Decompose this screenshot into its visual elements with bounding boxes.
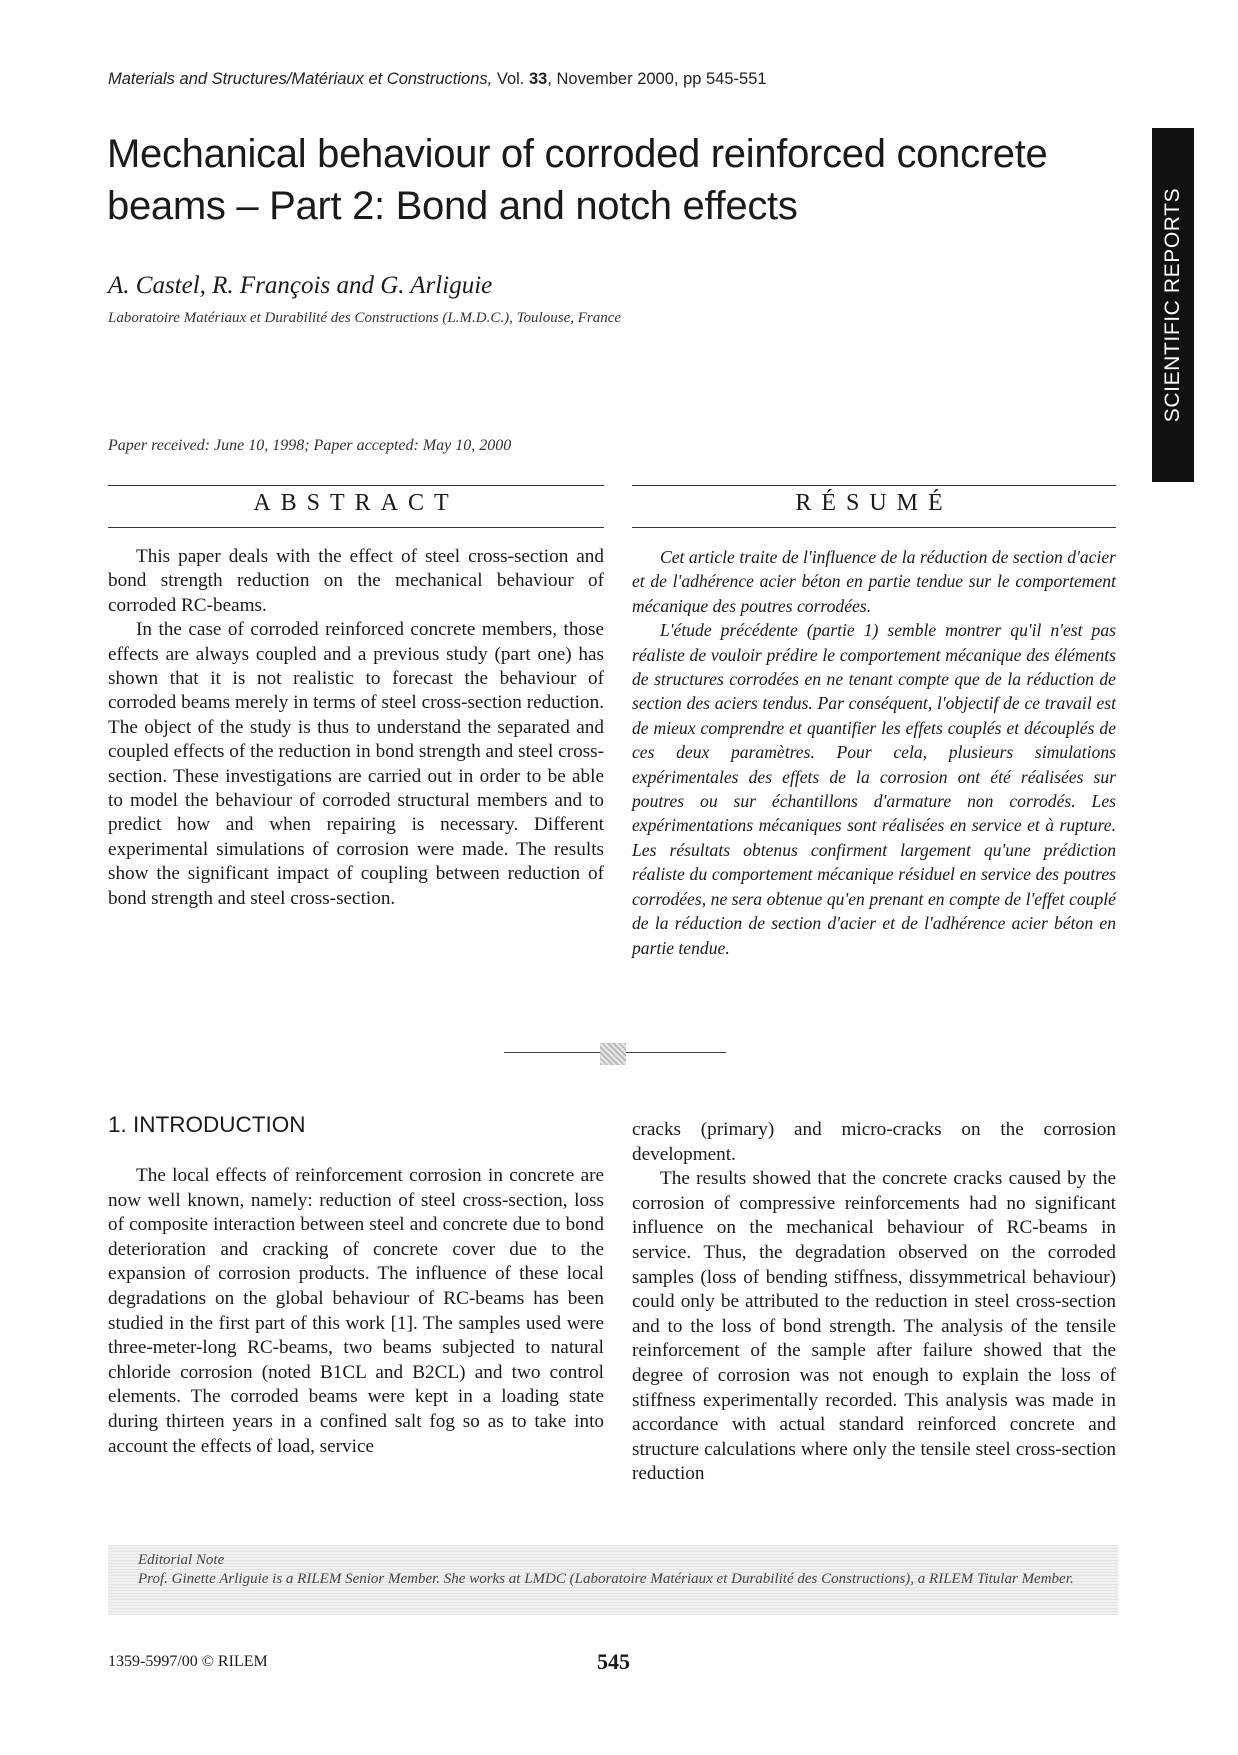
introduction-left-column: [108, 1164, 604, 1459]
running-head: [108, 70, 767, 89]
page-number: 545: [597, 1649, 630, 1674]
editorial-note-heading: Editorial Note: [138, 1552, 225, 1568]
issn-copyright: 1359-5997/00 © RILEM: [108, 1653, 268, 1670]
resume-paragraph: Cet article traite de l'influence de la réduction de section d'acier et de l'adhérence acier béton en partie tendue sur le comportement mécanique des poutres corrodées.: [632, 547, 1116, 616]
volume-label: Vol.: [496, 70, 525, 88]
side-tab: [1152, 128, 1194, 482]
side-tab-label: SCIENTIFIC REPORTS: [1161, 187, 1184, 423]
received-dates: Paper received: June 10, 1998; Paper accepted: May 10, 2000: [108, 437, 512, 454]
resume-body: [632, 545, 1116, 960]
introduction-paragraph: The results showed that the concrete cracks caused by the corrosion of compressive reinforcements had no significant influence on the mechanical behaviour of RC-beams in service. Thus, the degradation observed on the corroded samples (loss of bending stiffness, dissymmetrical behaviour) could only be attributed to the reduction in steel cross-section and to the loss of bond strength. The analysis of the tensile reinforcement of the sample after failure showed that the degree of corrosion was not enough to explain the loss of stiffness experimentally recorded. This analysis was made in accordance with actual standard reinforced concrete and structure calculations where only the tensile steel cross-section reduction: [632, 1168, 1116, 1485]
introduction-continuation: cracks (primary) and micro-cracks on the corrosion development.: [632, 1119, 1116, 1165]
resume-heading: RÉSUMÉ: [795, 490, 953, 516]
abstract-heading: ABSTRACT: [253, 490, 459, 516]
authors: A. Castel, R. François and G. Arliguie: [108, 272, 493, 299]
introduction-heading: 1. INTRODUCTION: [108, 1112, 306, 1137]
affiliation: Laboratoire Matériaux et Durabilité des Constructions (L.M.D.C.), Toulouse, France: [108, 310, 622, 326]
journal-name: Materials and Structures/Matériaux et Constructions,: [108, 70, 493, 88]
editorial-note-text: Prof. Ginette Arliguie is a RILEM Senior Member. She works at LMDC (Laboratoire Matériaux et Durabilité des Constructions), a RILEM Titular Member.: [138, 1571, 1074, 1587]
editorial-note: [108, 1545, 1118, 1615]
introduction-right-column: [632, 1118, 1116, 1487]
resume-paragraph: L'étude précédente (partie 1) semble montrer qu'il n'est pas réaliste de vouloir prédire le comportement mécanique des éléments de structures corrodées en ne tenant compte que de la réduction de section des aciers tendus. Par conséquent, l'objectif de ce travail est de mieux comprendre et quantifier les effets couplés et découplés de ces deux paramètres. Pour cela, plusieurs simulations expérimentales des effets de la corrosion ont été réalisées sur poutres ou sur échantillons d'armature non corrodés. Les expérimentations mécaniques sont réalisées en service et à rupture. Les résultats obtenus confirment largement qu'une prédiction réaliste du comportement mécanique résiduel en service des poutres corrodées, ne sera obtenue qu'en prenant en compte de l'effet couplé de la réduction de section d'acier et de l'adhérence acier béton en partie tendue.: [632, 620, 1116, 958]
abstract-paragraph: In the case of corroded reinforced concrete members, those effects are always coupled and a previous study (part one) has shown that it is not realistic to forecast the behaviour of corroded beams merely in terms of steel cross-section reduction. The object of the study is thus to understand the separated and coupled effects of the reduction in bond strength and steel cross-section. These investigations are carried out in order to be able to model the behaviour of corroded structural members and to predict how and when repairing is necessary. Different experimental simulations of corrosion were made. The results show the significant impact of coupling between reduction of bond strength and steel cross-section.: [108, 619, 604, 909]
resume-heading-box: [632, 485, 1116, 528]
abstract-heading-box: [108, 485, 604, 528]
volume-number: 33: [528, 70, 548, 88]
issue-pages: , November 2000, pp 545-551: [547, 70, 767, 88]
paper-title: Mechanical behaviour of corroded reinforced concrete beams – Part 2: Bond and notch effects: [107, 132, 1048, 228]
divider-ornament: [600, 1043, 626, 1065]
abstract-body: [108, 545, 604, 911]
introduction-paragraph: The local effects of reinforcement corrosion in concrete are now well known, namely: reduction of steel cross-section, loss of composite interaction between steel and concrete due to bond deterioration and cracking of concrete cover due to the expansion of corrosion products. The influence of these local degradations on the global behaviour of RC-beams has been studied in the first part of this work [1]. The samples used were three-meter-long RC-beams, two beams subjected to natural chloride corrosion (noted B1CL and B2CL) and two control elements. The corroded beams were kept in a loading state during thirteen years in a confined salt fog so as to take into account the effects of load, service: [108, 1165, 604, 1457]
abstract-paragraph: This paper deals with the effect of steel cross-section and bond strength reduction on the mechanical behaviour of corroded RC-beams.: [108, 546, 604, 616]
